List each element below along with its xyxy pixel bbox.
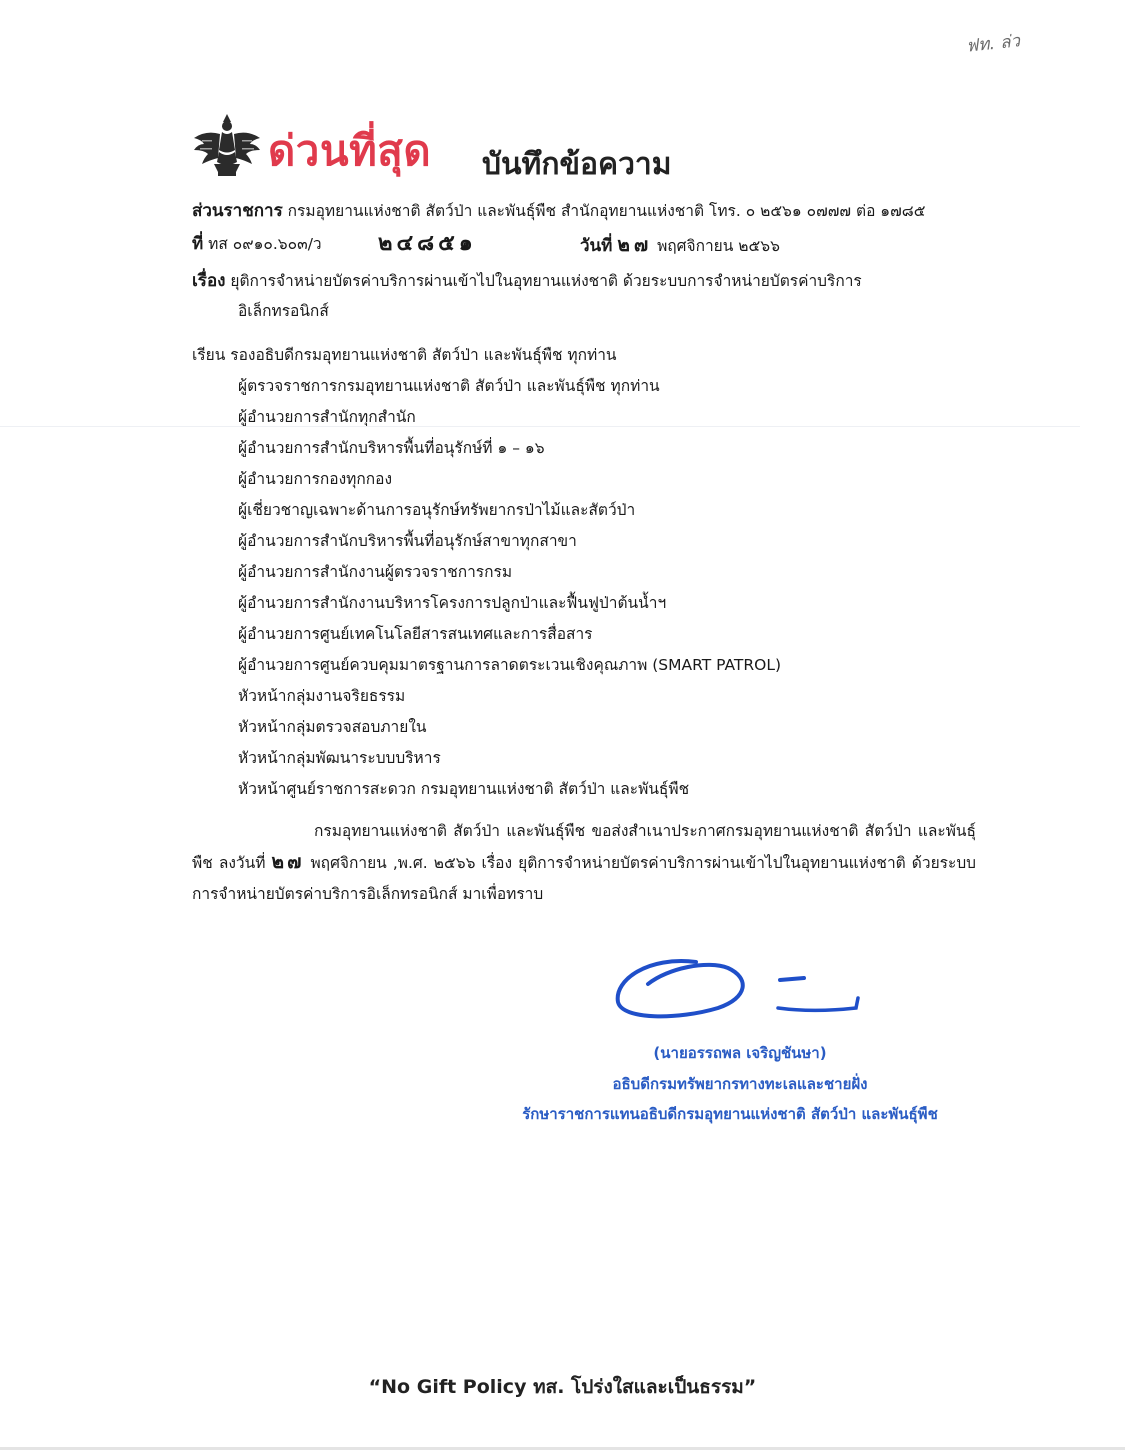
reference-line (192, 230, 322, 257)
handwritten-corner-note: ฟท. ล่ว (965, 31, 1021, 57)
scan-faint-line (0, 426, 1080, 427)
department-label: ส่วนราชการ (192, 201, 283, 221)
reference-value: ทส ๐๙๑๐.๖๐๓/ว (208, 235, 322, 253)
recipient-item: หัวหน้ากลุ่มพัฒนาระบบบริหาร (238, 749, 441, 767)
recipient-first: รองอธิบดีกรมอุทยานแห่งชาติ สัตว์ป่า และพันธุ์พืช ทุกท่าน (230, 346, 617, 364)
subject-label: เรื่อง (192, 271, 226, 291)
garuda-emblem-icon (192, 112, 262, 178)
recipient-label: เรียน (192, 346, 226, 364)
page-bottom-edge (0, 1447, 1125, 1450)
recipient-item: ผู้อำนวยการสำนักงานผู้ตรวจราชการกรม (238, 563, 513, 581)
subject-text-line2: อิเล็กทรอนิกส์ (238, 302, 329, 320)
recipient-item: หัวหน้าศูนย์ราชการสะดวก กรมอุทยานแห่งชาติ สัตว์ป่า และพันธุ์พืช (238, 780, 690, 798)
signatory-acting-role: รักษาราชการแทนอธิบดีกรมอุทยานแห่งชาติ สัตว์ป่า และพันธุ์พืช (522, 1105, 938, 1123)
body-paragraph (192, 816, 976, 910)
recipient-item: ผู้อำนวยการสำนักทุกสำนัก (238, 408, 416, 426)
recipient-item: ผู้อำนวยการสำนักบริหารพื้นที่อนุรักษ์สาขาทุกสาขา (238, 532, 577, 550)
department-line (192, 197, 926, 224)
date-line (580, 230, 780, 260)
urgency-stamp: ด่วนที่สุด (268, 126, 432, 175)
footer-slogan: “No Gift Policy ทส. โปร่งใสและเป็นธรรม” (368, 1376, 757, 1398)
recipient-item: ผู้เชี่ยวชาญเฉพาะด้านการอนุรักษ์ทรัพยากรป่าไม้และสัตว์ป่า (238, 501, 636, 519)
recipient-item: ผู้อำนวยการศูนย์ควบคุมมาตรฐานการลาดตระเวนเชิงคุณภาพ (SMART PATROL) (238, 656, 782, 674)
recipient-item: ผู้อำนวยการกองทุกกอง (238, 470, 393, 488)
date-day: ๒๗ (617, 234, 653, 256)
recipient-item: หัวหน้ากลุ่มตรวจสอบภายใน (238, 718, 427, 736)
handwritten-signature (608, 950, 870, 1028)
subject-text-line1: ยุติการจำหน่ายบัตรค่าบริการผ่านเข้าไปในอุทยานแห่งชาติ ด้วยระบบการจำหน่ายบัตรค่าบริการ (230, 272, 862, 290)
body-text-part2: พฤศจิกายน ,พ.ศ. ๒๕๖๖ เรื่อง ยุติการจำหน่ายบัตรค่าบริการผ่านเข้าไปในอุทยานแห่งชาติ ด้วยระบบการจำหน่ายบัตรค่าบริการอิเล็กทรอนิกส์ มาเพื่อทราบ (192, 854, 976, 903)
recipient-item: หัวหน้ากลุ่มงานจริยธรรม (238, 687, 406, 705)
recipient-first-line (192, 342, 617, 367)
signatory-position: อธิบดีกรมทรัพยากรทางทะเลและชายฝั่ง (612, 1075, 868, 1093)
date-rest: พฤศจิกายน ๒๕๖๖ (657, 237, 780, 255)
signatory-name: (นายอรรถพล เจริญชันษา) (653, 1044, 827, 1062)
recipient-item: ผู้ตรวจราชการกรมอุทยานแห่งชาติ สัตว์ป่า และพันธุ์พืช ทุกท่าน (238, 377, 660, 395)
department-value: กรมอุทยานแห่งชาติ สัตว์ป่า และพันธุ์พืช สำนักอุทยานแห่งชาติ โทร. ๐ ๒๕๖๑ ๐๗๗๗ ต่อ ๑๗๘๕ (287, 202, 926, 220)
memo-title: บันทึกข้อความ (482, 147, 672, 182)
subject-line (192, 267, 862, 294)
body-day: ๒๗ (271, 851, 305, 873)
recipient-item: ผู้อำนวยการสำนักงานบริหารโครงการปลูกป่าและฟื้นฟูป่าต้นน้ำฯ (238, 594, 667, 612)
reference-number: ๒๔๘๕๑ (378, 231, 477, 256)
recipient-item: ผู้อำนวยการสำนักบริหารพื้นที่อนุรักษ์ที่ ๑ – ๑๖ (238, 439, 545, 457)
body-text-part1: กรมอุทยานแห่งชาติ สัตว์ป่า และพันธุ์พืช ขอส่งสำเนาประกาศกรมอุทยานแห่งชาติ สัตว์ป่า และพันธุ์พืช ลงวันที่ (192, 822, 976, 872)
date-label: วันที่ (580, 236, 613, 256)
reference-label: ที่ (192, 234, 204, 254)
recipient-item: ผู้อำนวยการศูนย์เทคโนโลยีสารสนเทศและการสื่อสาร (238, 625, 593, 643)
